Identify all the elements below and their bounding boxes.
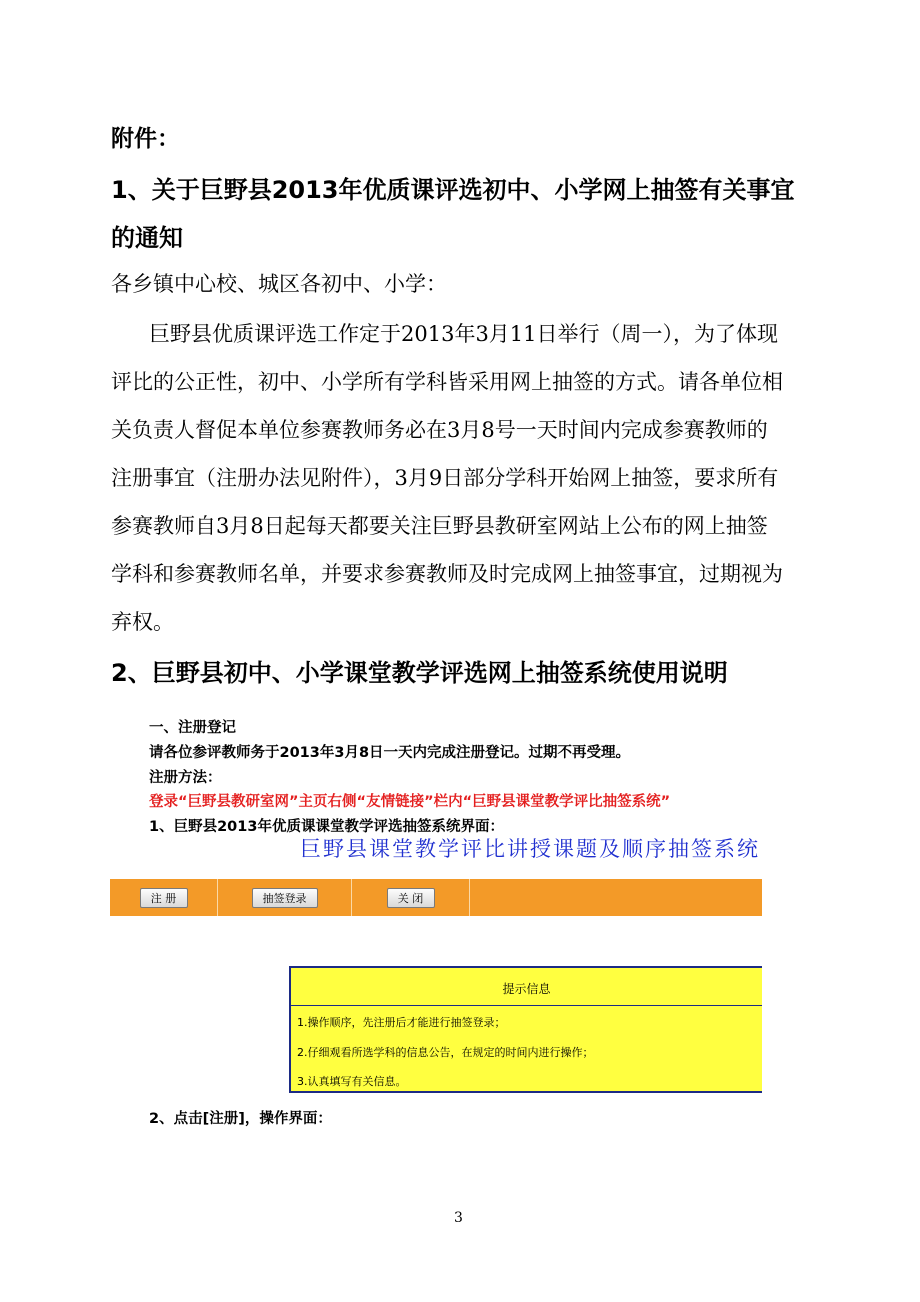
section1-title: 一、注册登记 [149, 720, 236, 736]
toolbar-cell [110, 879, 218, 916]
notice-line: 注册事宜（注册办法见附件），3月9日部分学科开始网上抽签，要求所有 [111, 466, 779, 490]
page-number: 3 [454, 1210, 463, 1226]
attachment-label: 附件： [111, 125, 180, 152]
register-method-instruction: 登录“巨野县教研室网”主页右侧“友情链接”栏内“巨野县课堂教学评比抽签系统” [149, 794, 671, 810]
notice-line: 弃权。 [111, 610, 174, 634]
notice-line: 参赛教师自3月8日起每天都要关注巨野县教研室网站上公布的网上抽签 [111, 514, 768, 538]
system-title: 巨野县课堂教学评比讲授课题及顺序抽签系统 [300, 837, 760, 861]
hint-title: 提示信息 [502, 982, 551, 996]
notice-line: 评比的公正性，初中、小学所有学科皆采用网上抽签的方式。请各单位相 [111, 370, 783, 394]
heading1-line2: 的通知 [111, 224, 183, 252]
close-button[interactable]: 关 闭 [387, 888, 435, 908]
hint-item: 3.认真填写有关信息。 [297, 1075, 407, 1088]
toolbar-cell [352, 879, 470, 916]
heading1-line1: 1、关于巨野县2013年优质课评选初中、小学网上抽签有关事宜 [111, 176, 795, 204]
system-toolbar [110, 879, 762, 916]
step2-label: 2、点击[注册]，操作界面： [149, 1111, 332, 1127]
notice-line: 关负责人督促本单位参赛教师务必在3月8号一天时间内完成参赛教师的 [111, 418, 768, 442]
register-method-label: 注册方法： [149, 770, 222, 786]
toolbar-cell [218, 879, 352, 916]
hint-item: 2.仔细观看所选学科的信息公告，在规定的时间内进行操作； [297, 1046, 594, 1059]
toolbar-empty-cell [470, 879, 762, 916]
heading2: 2、巨野县初中、小学课堂教学评选网上抽签系统使用说明 [111, 659, 728, 687]
register-button[interactable]: 注 册 [140, 888, 188, 908]
hint-divider [291, 1005, 762, 1006]
notice-line: 学科和参赛教师名单，并要求参赛教师及时完成网上抽签事宜，过期视为 [111, 562, 783, 586]
hint-item: 1.操作顺序，先注册后才能进行抽签登录； [297, 1016, 506, 1029]
hint-panel [289, 966, 762, 1093]
step1-label: 1、巨野县2013年优质课课堂教学评选抽签系统界面： [149, 819, 504, 835]
draw-login-button[interactable]: 抽签登录 [252, 888, 318, 908]
notice-line: 巨野县优质课评选工作定于2013年3月11日举行（周一），为了体现 [149, 322, 779, 346]
section1-instruction: 请各位参评教师务于2013年3月8日一天内完成注册登记。过期不再受理。 [149, 745, 631, 761]
recipients: 各乡镇中心校、城区各初中、小学： [111, 272, 447, 296]
